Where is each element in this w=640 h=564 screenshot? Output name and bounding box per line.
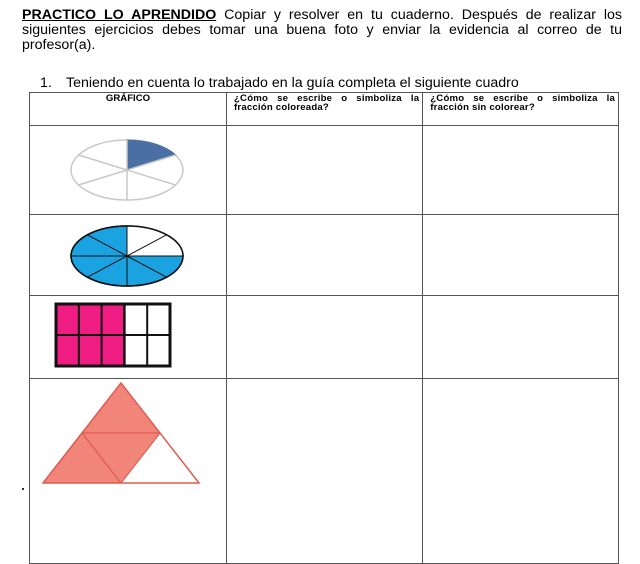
exercise-number: 1. bbox=[40, 75, 52, 91]
header-grafico: GRÁFICO bbox=[30, 93, 227, 126]
exercise-text: Teniendo en cuenta lo trabajado en la guía completa el siguiente cuadro bbox=[66, 75, 519, 91]
table-header-row bbox=[30, 93, 619, 126]
table-row bbox=[30, 379, 619, 564]
answer-cell-colored[interactable] bbox=[227, 126, 423, 215]
instructions-text: Copiar y resolver en tu cuaderno. Después de realizar los siguientes ejercicios debes tomar una buena foto y enviar la evidencia al correo de tu profesor(a). bbox=[22, 7, 622, 53]
graphic-cell bbox=[30, 215, 227, 296]
graphic-cell bbox=[30, 296, 227, 379]
header-colored-fraction: ¿Cómo se escribe o simboliza la fracción coloreada? bbox=[227, 93, 423, 126]
table-row bbox=[30, 296, 619, 379]
answer-cell-uncolored[interactable] bbox=[423, 126, 619, 215]
rectangle-10-parts-figure bbox=[30, 296, 226, 378]
graphic-cell bbox=[30, 126, 227, 215]
circle-8-parts-figure bbox=[30, 215, 226, 295]
header-uncolored-fraction: ¿Cómo se escribe o simboliza la fracción sin colorear? bbox=[423, 93, 619, 126]
table-row bbox=[30, 215, 619, 296]
answer-cell-colored[interactable] bbox=[227, 296, 423, 379]
circle-6-parts-figure bbox=[30, 126, 226, 214]
exercise-item bbox=[40, 76, 519, 91]
answer-cell-colored[interactable] bbox=[227, 215, 423, 296]
section-heading: PRACTICO LO APRENDIDO bbox=[22, 7, 217, 23]
stray-dot bbox=[22, 488, 24, 490]
graphic-cell bbox=[30, 379, 227, 564]
table-row bbox=[30, 126, 619, 215]
fractions-table bbox=[29, 92, 619, 564]
answer-cell-uncolored[interactable] bbox=[423, 379, 619, 564]
answer-cell-colored[interactable] bbox=[227, 379, 423, 564]
instructions-paragraph bbox=[22, 8, 622, 53]
triangle-4-parts-figure bbox=[30, 379, 226, 559]
answer-cell-uncolored[interactable] bbox=[423, 296, 619, 379]
answer-cell-uncolored[interactable] bbox=[423, 215, 619, 296]
